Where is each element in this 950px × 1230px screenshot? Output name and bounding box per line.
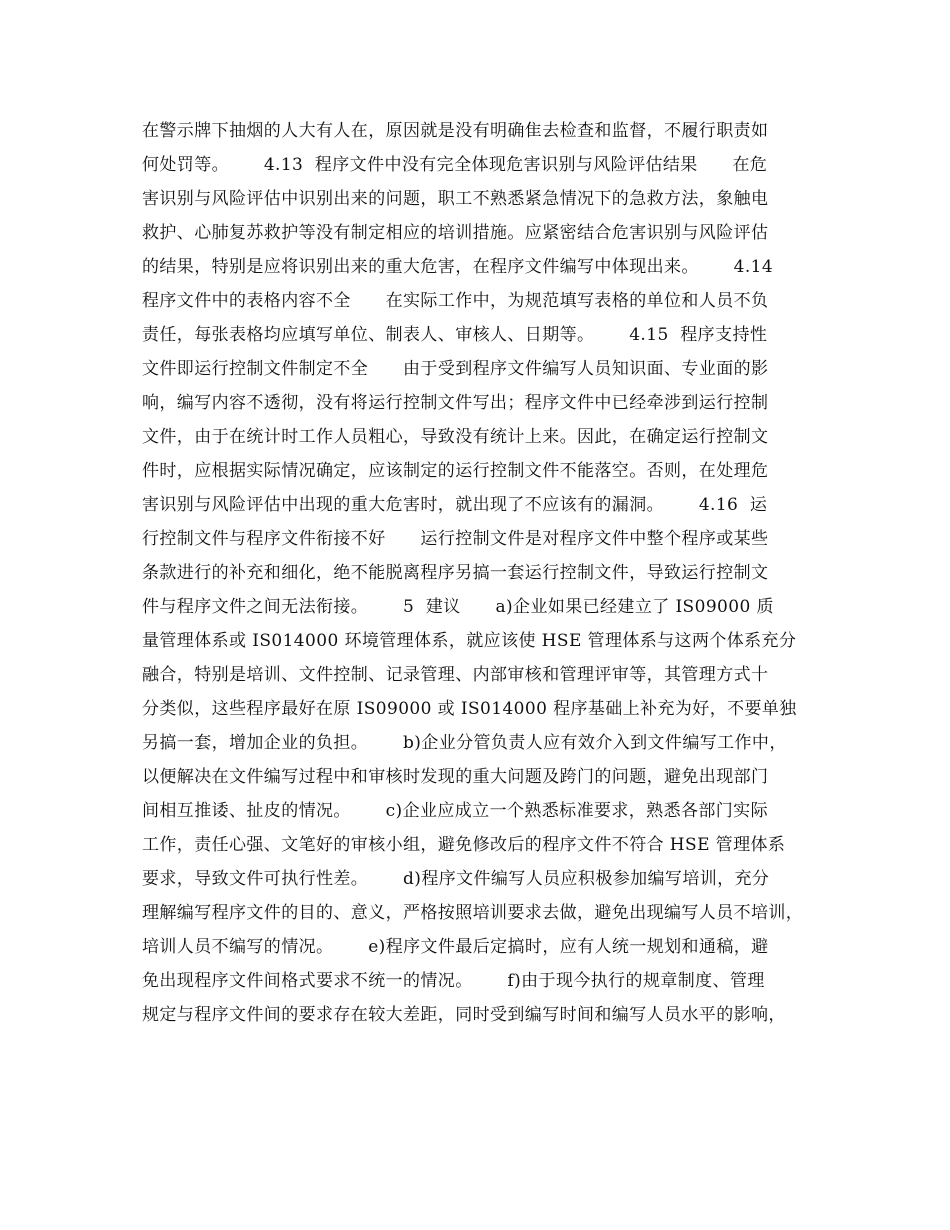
text-line: 间相互推诿、扯皮的情况。 c)企业应成立一个熟悉标准要求，熟悉各部门实际 xyxy=(142,801,768,821)
text-line: 条款进行的补充和细化，绝不能脱离程序另搞一套运行控制文件，导致运行控制文 xyxy=(142,563,769,583)
text-line: 文件，由于在统计时工作人员粗心，导致没有统计上来。因此，在确定运行控制文 xyxy=(142,427,769,447)
text-line: 响，编写内容不透彻，没有将运行控制文件写出；程序文件中已经牵涉到运行控制 xyxy=(142,393,769,413)
text-line: 的结果，特别是应将识别出来的重大危害，在程序文件编写中体现出来。 4.14 xyxy=(142,257,774,277)
text-line: 另搞一套，增加企业的负担。 b)企业分管负责人应有效介入到文件编写工作中， xyxy=(142,733,787,753)
text-line: 工作，责任心强、文笔好的审核小组，避免修改后的程序文件不符合 HSE 管理体系 xyxy=(142,835,786,855)
text-line: 何处罚等。 4.13 程序文件中没有完全体现危害识别与风险评估结果 在危 xyxy=(142,155,768,175)
text-line: 培训人员不编写的情况。 e)程序文件最后定搞时，应有人统一规划和通稿，避 xyxy=(142,937,769,957)
text-line: 责任，每张表格均应填写单位、制表人、审核人、日期等。 4.15 程序支持性 xyxy=(142,325,768,345)
text-line: 以便解决在文件编写过程中和审核时发现的重大问题及跨门的问题，避免出现部门 xyxy=(142,767,769,787)
text-line: 件时，应根据实际情况确定，应该制定的运行控制文件不能落空。否则，在处理危 xyxy=(142,461,769,481)
text-line: 程序文件中的表格内容不全 在实际工作中，为规范填写表格的单位和人员不负 xyxy=(142,291,769,311)
text-line: 免出现程序文件间格式要求不统一的情况。 f)由于现今执行的规章制度、管理 xyxy=(142,971,765,991)
text-line: 要求，导致文件可执行性差。 d)程序文件编写人员应积极参加编写培训，充分 xyxy=(142,869,770,889)
text-line: 救护、心肺复苏救护等没有制定相应的培训措施。应紧密结合危害识别与风险评估 xyxy=(142,223,769,243)
text-line: 理解编写程序文件的目的、意义，严格按照培训要求去做，避免出现编写人员不培训， xyxy=(142,903,804,923)
text-line: 件与程序文件之间无法衔接。 5 建议 a)企业如果已经建立了 IS09000 质 xyxy=(142,597,774,617)
text-line: 分类似，这些程序最好在原 IS09000 或 IS014000 程序基础上补充为好，不要单独 xyxy=(142,699,797,719)
text-line: 行控制文件与程序文件衔接不好 运行控制文件是对程序文件中整个程序或某些 xyxy=(142,529,769,549)
text-line: 害识别与风险评估中识别出来的问题，职工不熟悉紧急情况下的急救方法，象触电 xyxy=(142,189,769,209)
body-text xyxy=(142,114,822,1032)
text-line: 害识别与风险评估中出现的重大危害时，就出现了不应该有的漏洞。 4.16 运 xyxy=(142,495,768,515)
text-line: 量管理体系或 IS014000 环境管理体系，就应该使 HSE 管理体系与这两个体系充分 xyxy=(142,631,797,651)
text-line: 融合，特别是培训、文件控制、记录管理、内部审核和管理评审等，其管理方式十 xyxy=(142,665,769,685)
text-line: 规定与程序文件间的要求存在较大差距，同时受到编写时间和编写人员水平的影响， xyxy=(142,1005,786,1025)
text-line: 文件即运行控制文件制定不全 由于受到程序文件编写人员知识面、专业面的影 xyxy=(142,359,769,379)
text-line: 在警示牌下抽烟的人大有人在，原因就是没有明确隹去检查和监督，不履行职责如 xyxy=(142,121,769,141)
